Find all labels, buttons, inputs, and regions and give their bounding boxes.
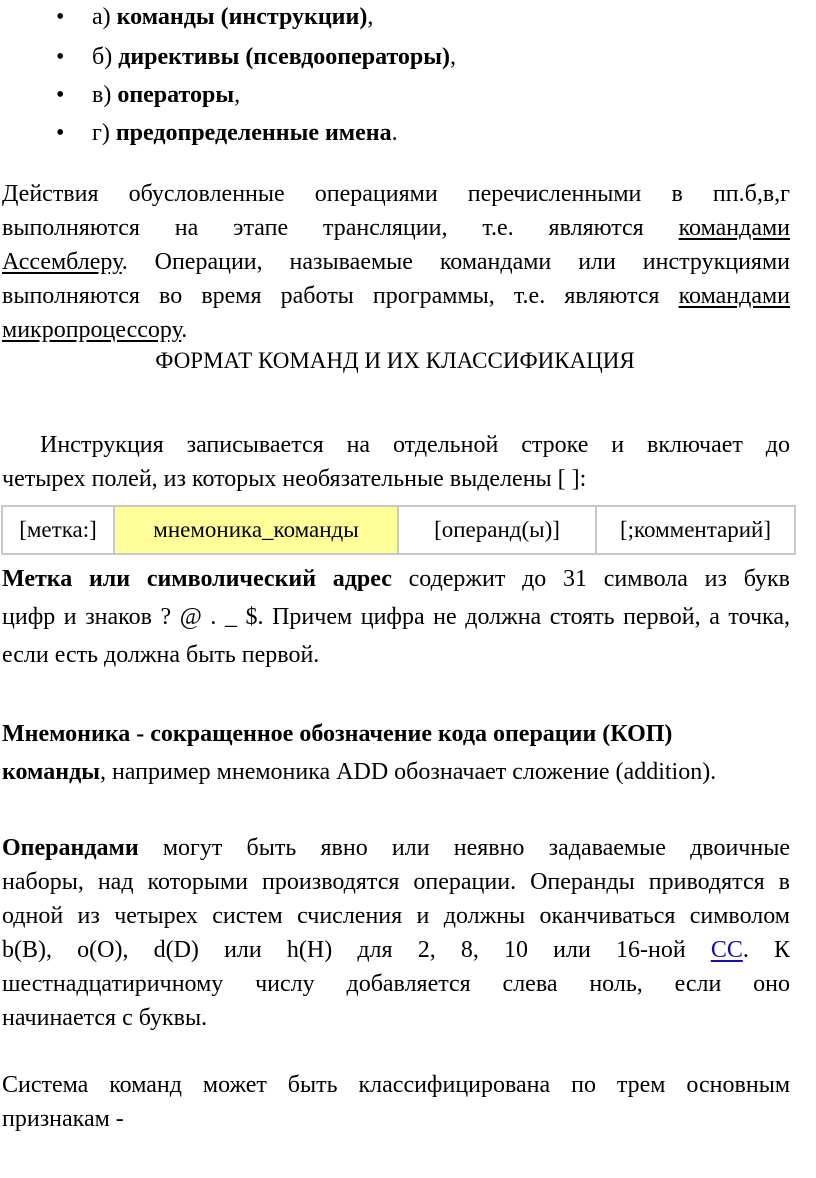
instruction-format-table bbox=[1, 505, 796, 555]
underlined-term: командами bbox=[678, 215, 791, 241]
underlined-term: Ассемблеру bbox=[2, 249, 122, 275]
bullet-marker: • bbox=[56, 44, 65, 70]
bullet-marker: • bbox=[56, 4, 65, 30]
cc-link[interactable]: СС bbox=[710, 937, 743, 963]
bullet-marker: • bbox=[56, 120, 65, 146]
table-cell-mnemonic: мнемоника_команды bbox=[114, 506, 398, 554]
paragraph-mnemonic: Мнемоника - сокращенное обозначение кода операции (КОП) команды, например мнемоника ADD обозначает сложение (addition). bbox=[2, 721, 717, 785]
section-heading: ФОРМАТ КОМАНД И ИХ КЛАССИФИКАЦИЯ bbox=[155, 348, 635, 373]
table-cell-operands: [операнд(ы)] bbox=[398, 506, 596, 554]
paragraph-classification: Система команд может быть классифицирована по трем основным признакам - bbox=[2, 1072, 790, 1132]
table-row bbox=[2, 506, 795, 554]
paragraph-actions: Действия обусловленные операциями перечисленными в пп.б,в,г выполняются на этапе трансляции, т.е. являются командами Ассемблеру. Операции, называемые командами или инструкциями выполняются во время работы программы, т.е. являются командами микропроцессору. bbox=[2, 181, 791, 343]
table-cell-comment: [;комментарий] bbox=[596, 506, 795, 554]
paragraph-operands: Операндами могут быть явно или неявно задаваемые двоичные наборы, над которыми производятся операции. Операнды приводятся в одной из четырех систем счисления и должны оканчиваться символом b(B), o(O), d(D) или h(H) для 2, 8, 10 или 16-ной СС. К шестнадцатиричному числу добавляется слева ноль, если оно начинается с буквы. bbox=[2, 835, 790, 1031]
underlined-term: микропроцессору bbox=[2, 317, 182, 343]
paragraph-instruction: Инструкция записывается на отдельной строке и включает до bbox=[40, 432, 790, 458]
table-cell-label: [метка:] bbox=[2, 506, 114, 554]
document-page: • а) команды (инструкции), • б) директивы (псевдооператоры), • в) операторы, • г) предопределенные имена. Действия обусловленные операциями перечисленными в пп.б,в,г выполняются на этапе трансляции, т.е. являются командами Ассемблеру. Операции, называемые командами или инструкциями выполняются во время работы программы, т.е. являются командами микропроцессору. ФОРМАТ КОМАНД И ИХ КЛАССИФИКАЦИЯ Инструкция записывается на отдельной строке и включает до четырех полей, из которых необязательные выделены [ ]: [метка:] мнемоника_команды [операнд(ы)] [;комментарий] Метка или символический адрес содержит до 31 символа из букв цифр и знаков ? @ . _ $. Причем цифра не должна стоять первой, а точка, если есть должна быть первой. Мнемоника - сокращенное обозначение кода операции (КОП) команды, например мнемоника ADD обозначает сложение (addition). Операндами могут быть явно или неявно задаваемые двоичные наборы, над которыми производятся операции. Операнды приводятся в одной из четырех систем счисления и должны оканчиваться символом b(B), o(O), d(D) или h(H) для 2, 8, 10 или 16-ной СС. К шестнадцатиричному числу добавляется слева ноль, если оно начинается с буквы. Система команд может быть классифицирована по трем основным признакам - bbox=[0, 0, 816, 1178]
underlined-term: командами bbox=[678, 283, 791, 309]
paragraph-label: Метка или символический адрес содержит до 31 символа из букв цифр и знаков ? @ . _ $. Причем цифра не должна стоять первой, а точка, если есть должна быть первой. bbox=[2, 566, 790, 668]
paragraph-instruction-cont: четырех полей, из которых необязательные выделены [ ]: bbox=[2, 466, 587, 492]
bullet-marker: • bbox=[56, 82, 65, 108]
